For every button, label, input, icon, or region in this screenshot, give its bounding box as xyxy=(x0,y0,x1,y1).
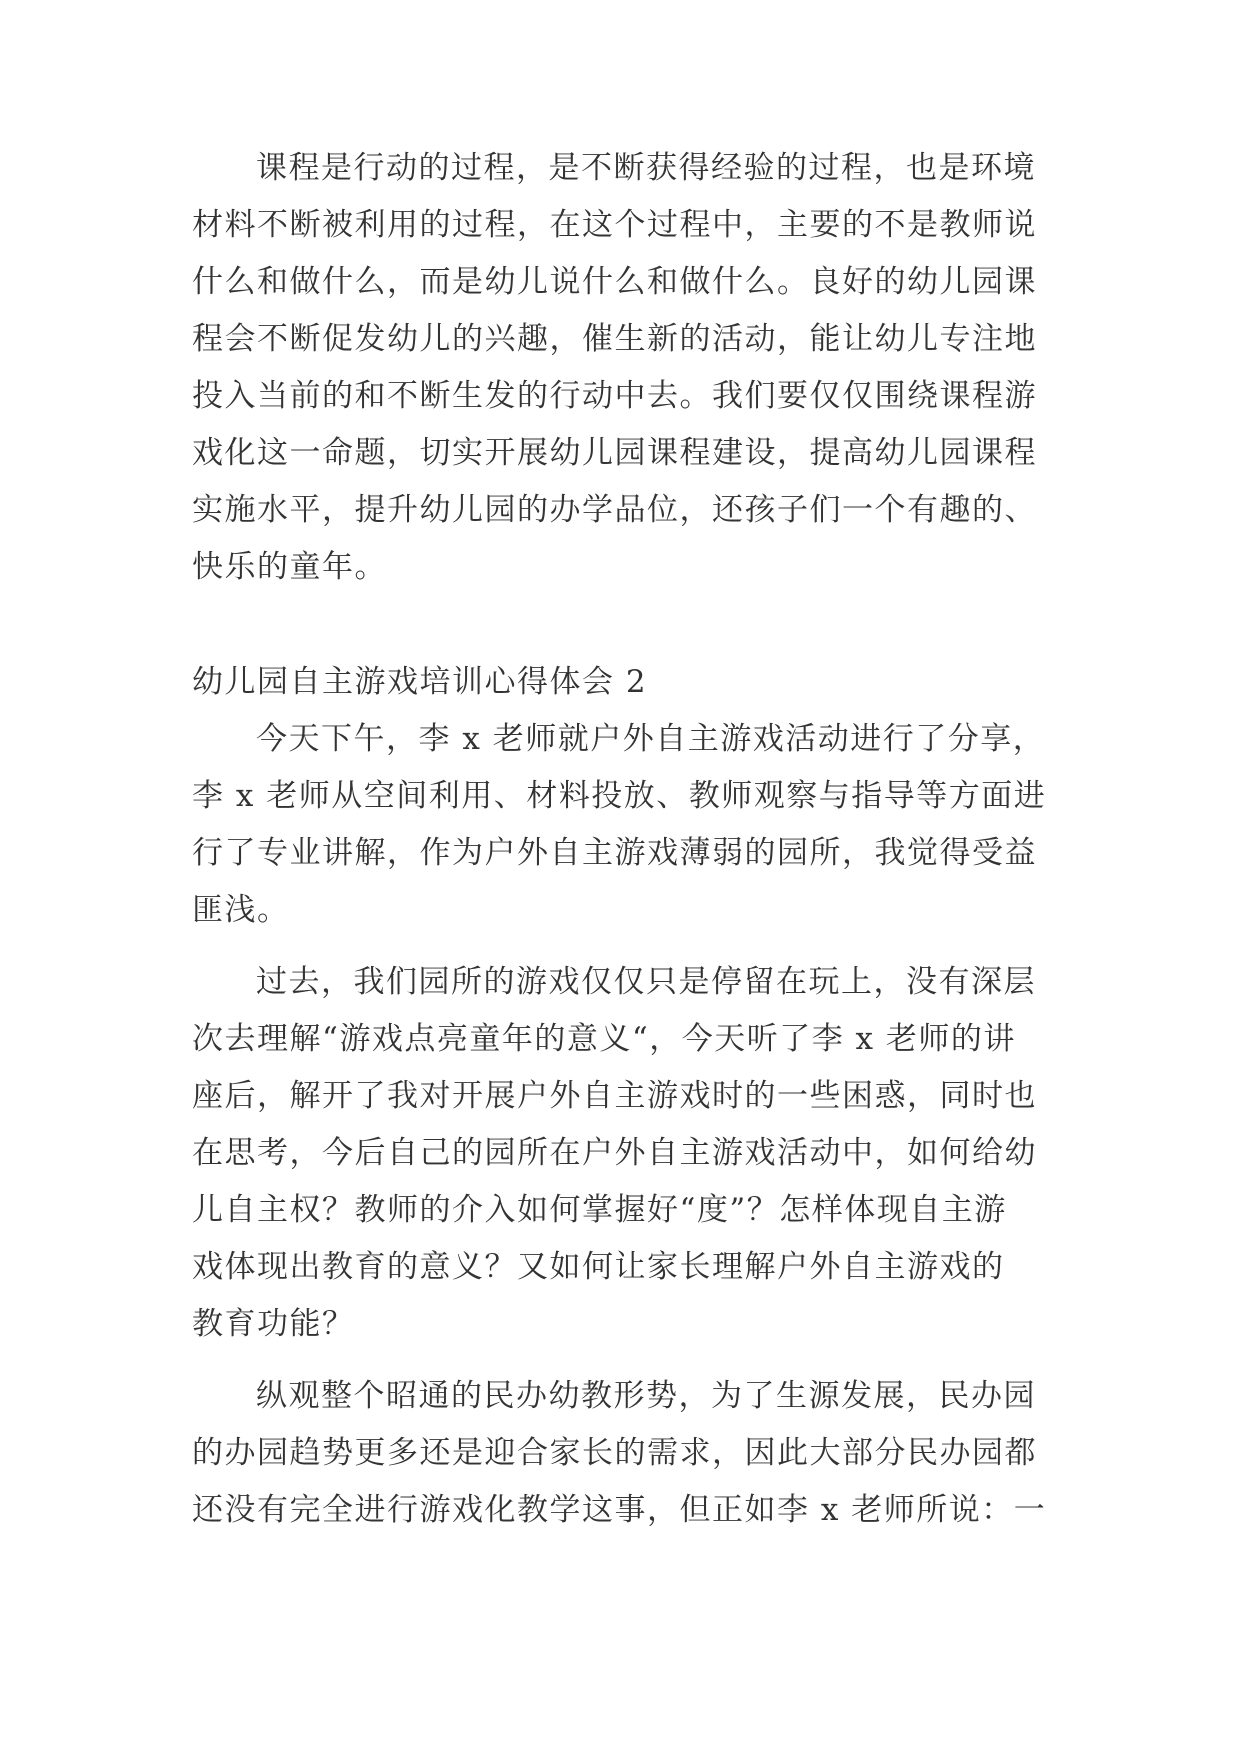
paragraph-3-line: 过去，我们园所的游戏仅仅只是停留在玩上，没有深层 xyxy=(256,964,1036,1000)
paragraph-2-line: 行了专业讲解，作为户外自主游戏薄弱的园所，我觉得受益 xyxy=(192,835,1037,871)
paragraph-3-line: 儿自主权？教师的介入如何掌握好“度”？怎样体现自主游 xyxy=(192,1192,1007,1228)
paragraph-3-line: 次去理解“游戏点亮童年的意义“，今天听了李 x 老师的讲 xyxy=(192,1021,1016,1057)
paragraph-4-line: 纵观整个昭通的民办幼教形势，为了生源发展，民办园 xyxy=(256,1378,1036,1414)
paragraph-1-line: 快乐的童年。 xyxy=(192,549,387,585)
paragraph-1-line: 投入当前的和不断生发的行动中去。我们要仅仅围绕课程游 xyxy=(192,378,1037,414)
paragraph-4-line: 还没有完全进行游戏化教学这事，但正如李 x 老师所说：一 xyxy=(192,1492,1047,1528)
paragraph-1-line: 课程是行动的过程，是不断获得经验的过程，也是环境 xyxy=(256,150,1036,186)
paragraph-2-line: 李 x 老师从空间利用、材料投放、教师观察与指导等方面进 xyxy=(192,778,1047,814)
paragraph-1-line: 材料不断被利用的过程，在这个过程中，主要的不是教师说 xyxy=(192,207,1037,243)
paragraph-4-line: 的办园趋势更多还是迎合家长的需求，因此大部分民办园都 xyxy=(192,1435,1037,1471)
paragraph-3-line: 教育功能？ xyxy=(192,1306,355,1342)
paragraph-1-line: 什么和做什么，而是幼儿说什么和做什么。良好的幼儿园课 xyxy=(192,264,1037,300)
paragraph-1-line: 戏化这一命题，切实开展幼儿园课程建设，提高幼儿园课程 xyxy=(192,435,1037,471)
paragraph-1-line: 实施水平，提升幼儿园的办学品位，还孩子们一个有趣的、 xyxy=(192,492,1037,528)
paragraph-1-line: 程会不断促发幼儿的兴趣，催生新的活动，能让幼儿专注地 xyxy=(192,321,1037,357)
paragraph-2-line: 今天下午，李 x 老师就户外自主游戏活动进行了分享， xyxy=(256,721,1046,757)
paragraph-3-line: 座后，解开了我对开展户外自主游戏时的一些困惑，同时也 xyxy=(192,1078,1037,1114)
paragraph-2-line: 匪浅。 xyxy=(192,892,290,928)
paragraph-3-line: 在思考，今后自己的园所在户外自主游戏活动中，如何给幼 xyxy=(192,1135,1037,1171)
section-title: 幼儿园自主游戏培训心得体会 2 xyxy=(192,664,648,700)
paragraph-3-line: 戏体现出教育的意义？又如何让家长理解户外自主游戏的 xyxy=(192,1249,1005,1285)
